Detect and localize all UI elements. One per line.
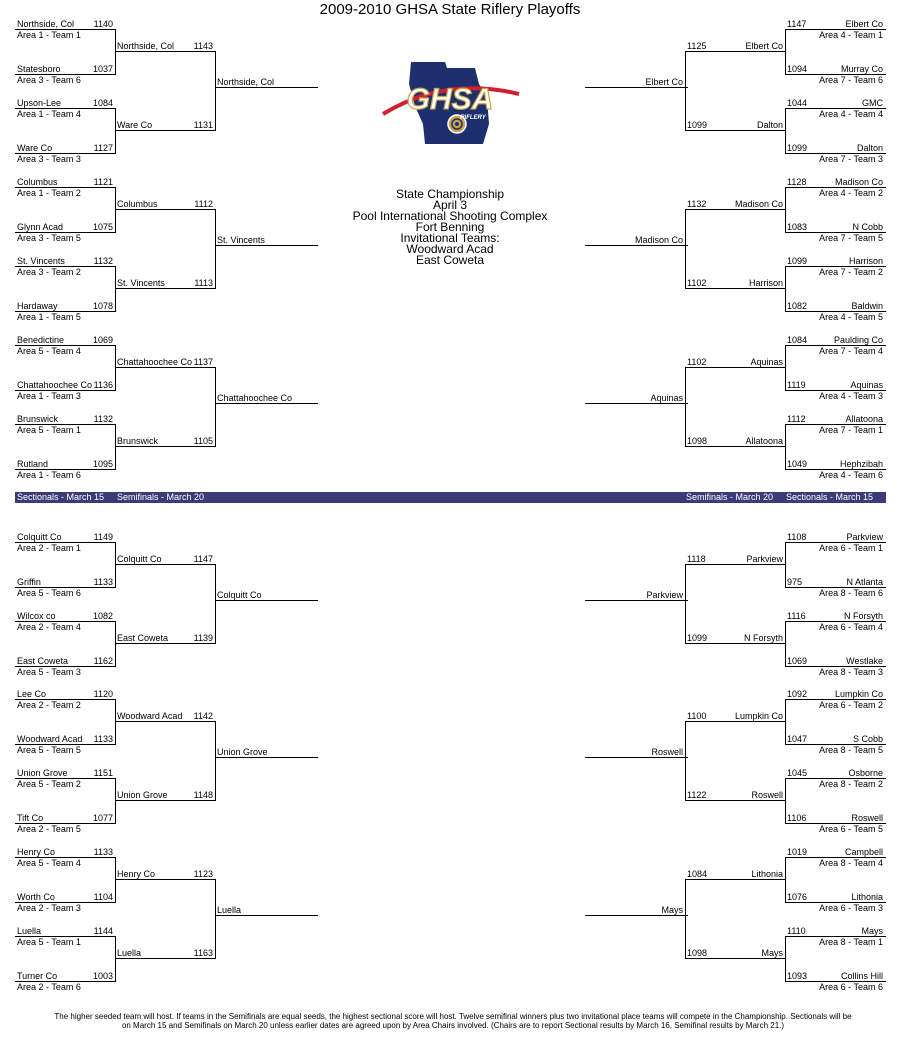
semifinal-line [685, 643, 786, 644]
sectionals-date-right: Sectionals - March 15 [786, 492, 874, 502]
semifinal-score: 1123 [193, 869, 213, 879]
team-score: 1127 [93, 143, 113, 153]
team-seed: Area 4 - Team 1 [819, 30, 883, 40]
team-score: 1084 [787, 335, 808, 345]
team-seed: Area 4 - Team 6 [819, 470, 883, 480]
team-score: 1044 [787, 98, 808, 108]
team-seed: Area 3 - Team 2 [17, 267, 81, 277]
bracket-winner-line [585, 87, 688, 88]
team-name: Osborne [848, 768, 883, 778]
pair-connector [785, 621, 786, 667]
team-seed: Area 5 - Team 4 [17, 346, 81, 356]
semifinal-team: Chattahoochee Co [117, 357, 193, 367]
semifinal-line [115, 800, 216, 801]
team-score: 1121 [93, 177, 113, 187]
semifinal-line [685, 130, 786, 131]
team-seed: Area 8 - Team 2 [819, 779, 883, 789]
pair-connector [115, 424, 116, 470]
team-seed: Area 6 - Team 4 [819, 622, 883, 632]
semifinal-line [685, 879, 786, 880]
semifinal-team: Mays [761, 948, 783, 958]
semifinal-score: 1084 [687, 869, 708, 879]
pair-connector [785, 266, 786, 312]
semifinal-team: Union Grove [117, 790, 168, 800]
team-score: 1083 [787, 222, 808, 232]
semifinal-score: 1098 [687, 436, 708, 446]
semifinal-team: Northside, Col [117, 41, 175, 51]
semifinal-team: Madison Co [734, 199, 783, 209]
semifinal-score: 1102 [687, 278, 707, 288]
team-name: Hephzibah [839, 459, 883, 469]
pair-connector [785, 936, 786, 982]
semifinal-score: 1099 [687, 633, 708, 643]
semifinal-score: 1163 [193, 948, 213, 958]
semifinal-line [115, 367, 216, 368]
footer-line: The higher seeded team will host. If teams in the Semifinals are equal seeds, the highest sectional score will host. Twelve semifinal winners plus two invitational place teams will compete in the Championship. Sectionals will be [54, 1012, 852, 1021]
team-seed: Area 7 - Team 1 [819, 425, 883, 435]
semifinal-score: 1131 [193, 120, 213, 130]
team-name: Paulding Co [833, 335, 883, 345]
team-score: 1078 [92, 301, 113, 311]
semifinal-score: 1118 [687, 554, 706, 564]
team-seed: Area 2 - Team 3 [17, 903, 81, 913]
team-name: Collins Hill [840, 971, 883, 981]
semifinal-connector [215, 879, 216, 959]
semifinal-team: Aquinas [750, 357, 783, 367]
semifinal-team: Luella [117, 948, 142, 958]
semifinal-connector [215, 51, 216, 131]
team-name: Rutland [17, 459, 49, 469]
championship-line: Invitational Teams: [400, 231, 500, 245]
team-score: 1077 [92, 813, 113, 823]
semifinal-team: Woodward Acad [117, 711, 183, 721]
footer-note [8, 1012, 898, 1030]
team-name: Union Grove [17, 768, 68, 778]
team-seed: Area 1 - Team 5 [17, 312, 81, 322]
pair-connector [785, 542, 786, 588]
team-score: 1136 [93, 380, 113, 390]
semifinal-team: Brunswick [117, 436, 159, 446]
team-seed: Area 5 - Team 6 [17, 588, 81, 598]
semifinal-line [685, 209, 786, 210]
team-score: 1045 [787, 768, 808, 778]
team-name: GMC [862, 98, 883, 108]
team-score: 1133 [93, 847, 113, 857]
pair-connector [115, 187, 116, 233]
semifinal-team: Elbert Co [745, 41, 783, 51]
team-score: 1069 [787, 656, 808, 666]
team-name: Luella [17, 926, 42, 936]
semifinal-score: 1132 [687, 199, 707, 209]
semifinal-line [685, 721, 786, 722]
bracket-winner-line [585, 403, 688, 404]
bracket-winner: St. Vincents [217, 235, 265, 245]
semifinal-line [685, 51, 786, 52]
pair-connector [115, 699, 116, 745]
semifinal-connector [685, 721, 686, 801]
team-seed: Area 4 - Team 4 [819, 109, 883, 119]
team-name: Tift Co [17, 813, 44, 823]
pair-connector [785, 29, 786, 75]
semifinal-score: 1142 [193, 711, 213, 721]
team-name: Allatoona [845, 414, 883, 424]
team-seed: Area 8 - Team 3 [819, 667, 883, 677]
footer-line: on March 15 and Semifinals on March 20 unless earlier dates are agreed upon by Area Chairs involved. (Chairs are to report Sectional results by March 16, Semifinal results by March 21.) [121, 1021, 785, 1030]
team-score: 1132 [93, 414, 113, 424]
semifinal-team: N Forsyth [743, 633, 783, 643]
semifinal-line [115, 209, 216, 210]
pair-connector [115, 621, 116, 667]
team-name: N Forsyth [843, 611, 883, 621]
semifinal-team: Colquitt Co [117, 554, 162, 564]
bracket-winner: Northside, Col [217, 77, 275, 87]
team-name: Elbert Co [845, 19, 883, 29]
team-score: 1104 [93, 892, 113, 902]
team-name: Lumpkin Co [834, 689, 883, 699]
team-name: Wilcox co [17, 611, 56, 621]
semifinal-score: 1112 [194, 199, 213, 209]
semifinal-line [115, 879, 216, 880]
team-seed: Area 7 - Team 6 [819, 75, 883, 85]
team-name: Upson-Lee [17, 98, 62, 108]
team-score: 1106 [787, 813, 807, 823]
team-name: Westlake [846, 656, 883, 666]
semifinal-connector [685, 879, 686, 959]
semifinal-team: St. Vincents [117, 278, 165, 288]
team-seed: Area 3 - Team 5 [17, 233, 81, 243]
semifinal-team: Columbus [117, 199, 158, 209]
semifinal-connector [685, 209, 686, 289]
team-score: 1162 [93, 656, 113, 666]
semifinal-line [115, 288, 216, 289]
semifinal-team: Parkview [746, 554, 783, 564]
team-seed: Area 4 - Team 2 [819, 188, 883, 198]
team-seed: Area 7 - Team 4 [819, 346, 883, 356]
semifinal-line [685, 564, 786, 565]
team-name: East Coweta [17, 656, 69, 666]
round-dates-band [15, 492, 886, 503]
team-seed: Area 5 - Team 1 [17, 937, 81, 947]
semifinal-team: Roswell [751, 790, 783, 800]
championship-line: Fort Benning [415, 220, 485, 234]
championship-line: East Coweta [415, 253, 485, 267]
team-seed: Area 4 - Team 5 [819, 312, 883, 322]
team-score: 1110 [787, 926, 806, 936]
team-score: 1069 [92, 335, 113, 345]
team-seed: Area 2 - Team 6 [17, 982, 81, 992]
team-score: 1116 [787, 611, 806, 621]
team-name: Statesboro [17, 64, 61, 74]
bracket-winner-line [215, 87, 318, 88]
team-name: Parkview [846, 532, 883, 542]
team-name: St. Vincents [17, 256, 65, 266]
team-seed: Area 2 - Team 2 [17, 700, 81, 710]
pair-connector [115, 778, 116, 824]
team-name: Lithonia [851, 892, 883, 902]
bracket-winner: Mays [661, 905, 683, 915]
bracket-winner: Parkview [646, 590, 683, 600]
championship-line: Woodward Acad [406, 242, 494, 256]
championship-line: April 3 [432, 198, 467, 212]
semifinal-line [115, 564, 216, 565]
semifinal-team: Ware Co [117, 120, 153, 130]
team-seed: Area 1 - Team 4 [17, 109, 81, 119]
team-name: Woodward Acad [17, 734, 83, 744]
team-score: 1049 [787, 459, 808, 469]
team-name: Turner Co [17, 971, 58, 981]
semifinal-line [115, 721, 216, 722]
team-seed: Area 1 - Team 6 [17, 470, 81, 480]
team-score: 1093 [787, 971, 808, 981]
team-name: S Cobb [852, 734, 883, 744]
team-score: 1132 [93, 256, 113, 266]
bracket-winner: Luella [217, 905, 242, 915]
team-seed: Area 3 - Team 3 [17, 154, 81, 164]
semifinal-team: Lumpkin Co [734, 711, 783, 721]
team-name: Murray Co [840, 64, 883, 74]
team-name: Hardaway [17, 301, 58, 311]
team-score: 1099 [787, 256, 808, 266]
championship-line: Pool International Shooting Complex [352, 209, 548, 223]
semifinal-line [115, 643, 216, 644]
semifinal-score: 1147 [193, 554, 213, 564]
team-name: Chattahoochee Co [17, 380, 93, 390]
team-seed: Area 3 - Team 6 [17, 75, 81, 85]
semifinal-line [685, 800, 786, 801]
pair-connector [785, 778, 786, 824]
team-seed: Area 4 - Team 3 [819, 391, 883, 401]
semifinal-connector [215, 367, 216, 447]
semifinal-team: Lithonia [751, 869, 783, 879]
team-seed: Area 5 - Team 5 [17, 745, 81, 755]
semifinal-score: 1100 [687, 711, 707, 721]
pair-connector [785, 345, 786, 391]
pair-connector [785, 699, 786, 745]
semifinals-date-right: Semifinals - March 20 [686, 492, 774, 502]
pair-connector [115, 266, 116, 312]
pair-connector [785, 187, 786, 233]
bracket-winner-line [585, 757, 688, 758]
semifinal-connector [215, 721, 216, 801]
team-name: Lee Co [17, 689, 47, 699]
team-seed: Area 7 - Team 2 [819, 267, 883, 277]
semifinal-score: 1125 [687, 41, 707, 51]
team-score: 1140 [93, 19, 113, 29]
semifinal-team: Allatoona [745, 436, 783, 446]
sectionals-date-left: Sectionals - March 15 [17, 492, 105, 502]
team-name: Mays [861, 926, 883, 936]
team-seed: Area 2 - Team 4 [17, 622, 81, 632]
team-name: Brunswick [17, 414, 59, 424]
bracket-winner-line [215, 600, 318, 601]
team-name: Benedictine [17, 335, 65, 345]
team-seed: Area 1 - Team 1 [17, 30, 81, 40]
team-name: Harrison [848, 256, 883, 266]
team-name: Ware Co [17, 143, 53, 153]
semifinal-line [115, 130, 216, 131]
semifinal-team: Dalton [756, 120, 783, 130]
pair-connector [115, 936, 116, 982]
bracket-winner: Madison Co [634, 235, 683, 245]
team-seed: Area 5 - Team 3 [17, 667, 81, 677]
page-title: 2009-2010 GHSA State Riflery Playoffs [319, 1, 581, 18]
semifinal-score: 1105 [193, 436, 213, 446]
team-score: 1084 [92, 98, 113, 108]
semifinal-line [115, 51, 216, 52]
bracket-winner: Roswell [651, 747, 683, 757]
team-seed: Area 8 - Team 1 [819, 937, 883, 947]
team-score: 1128 [787, 177, 807, 187]
team-seed: Area 8 - Team 5 [819, 745, 883, 755]
pair-connector [115, 542, 116, 588]
team-name: Worth Co [17, 892, 55, 902]
team-score: 1133 [93, 577, 113, 587]
team-seed: Area 1 - Team 2 [17, 188, 81, 198]
bracket-winner-line [585, 600, 688, 601]
pair-connector [785, 424, 786, 470]
semifinal-score: 1122 [687, 790, 707, 800]
bracket-winner-line [585, 915, 688, 916]
team-score: 1147 [787, 19, 807, 29]
semifinal-line [115, 958, 216, 959]
championship-info [320, 189, 580, 266]
team-score: 1082 [787, 301, 808, 311]
semifinal-line [115, 446, 216, 447]
team-seed: Area 7 - Team 5 [819, 233, 883, 243]
team-score: 1076 [787, 892, 808, 902]
team-score: 1082 [92, 611, 113, 621]
semifinal-line [685, 958, 786, 959]
team-score: 1144 [93, 926, 113, 936]
semifinal-connector [685, 367, 686, 447]
bracket-winner: Colquitt Co [217, 590, 262, 600]
logo-text: GHSA [406, 83, 494, 116]
team-seed: Area 6 - Team 1 [819, 543, 883, 553]
championship-line: State Championship [395, 187, 505, 201]
team-name: Griffin [17, 577, 41, 587]
semifinal-score: 1148 [193, 790, 213, 800]
team-score: 1112 [787, 414, 806, 424]
team-score: 1151 [93, 768, 113, 778]
semifinal-team: Harrison [748, 278, 783, 288]
team-score: 1019 [787, 847, 808, 857]
semifinals-date-left: Semifinals - March 20 [117, 492, 205, 502]
team-seed: Area 8 - Team 4 [819, 858, 883, 868]
team-seed: Area 7 - Team 3 [819, 154, 883, 164]
team-score: 975 [787, 577, 803, 587]
team-score: 1037 [92, 64, 113, 74]
bracket-winner-line [215, 403, 318, 404]
team-score: 1133 [93, 734, 113, 744]
team-score: 1094 [787, 64, 808, 74]
team-seed: Area 8 - Team 6 [819, 588, 883, 598]
team-name: Baldwin [851, 301, 883, 311]
team-name: Northside, Col [17, 19, 75, 29]
team-seed: Area 1 - Team 3 [17, 391, 81, 401]
team-score: 1108 [787, 532, 807, 542]
team-name: Aquinas [850, 380, 883, 390]
pair-connector [115, 857, 116, 903]
semifinal-line [685, 367, 786, 368]
team-name: Colquitt Co [17, 532, 62, 542]
semifinal-team: East Coweta [117, 633, 169, 643]
team-name: N Cobb [852, 222, 883, 232]
bracket-winner: Union Grove [217, 747, 268, 757]
team-score: 1119 [787, 380, 806, 390]
team-name: Dalton [856, 143, 883, 153]
team-name: Columbus [17, 177, 58, 187]
bracket-winner-line [215, 915, 318, 916]
team-name: N Atlanta [846, 577, 883, 587]
team-seed: Area 5 - Team 1 [17, 425, 81, 435]
team-name: Henry Co [17, 847, 56, 857]
team-name: Roswell [851, 813, 883, 823]
semifinal-score: 1099 [687, 120, 708, 130]
team-name: Glynn Acad [17, 222, 64, 232]
semifinal-score: 1139 [193, 633, 213, 643]
semifinal-connector [685, 564, 686, 644]
semifinal-score: 1113 [194, 278, 213, 288]
semifinal-score: 1098 [687, 948, 708, 958]
semifinal-connector [215, 564, 216, 644]
team-seed: Area 2 - Team 1 [17, 543, 81, 553]
team-score: 1075 [92, 222, 113, 232]
team-score: 1120 [93, 689, 113, 699]
bracket-winner-line [215, 245, 318, 246]
semifinal-connector [215, 209, 216, 289]
bracket-winner-line [215, 757, 318, 758]
team-seed: Area 2 - Team 5 [17, 824, 81, 834]
team-score: 1003 [92, 971, 113, 981]
team-seed: Area 6 - Team 2 [819, 700, 883, 710]
bracket-winner: Elbert Co [645, 77, 683, 87]
semifinal-connector [685, 51, 686, 131]
pair-connector [115, 108, 116, 154]
team-name: Madison Co [834, 177, 883, 187]
team-score: 1099 [787, 143, 808, 153]
semifinal-line [685, 288, 786, 289]
pair-connector [115, 29, 116, 75]
team-name: Campbell [844, 847, 883, 857]
bracket-winner: Chattahoochee Co [217, 393, 293, 403]
team-score: 1047 [787, 734, 808, 744]
pair-connector [115, 345, 116, 391]
team-seed: Area 6 - Team 5 [819, 824, 883, 834]
semifinal-score: 1102 [687, 357, 707, 367]
team-seed: Area 6 - Team 3 [819, 903, 883, 913]
team-seed: Area 5 - Team 4 [17, 858, 81, 868]
semifinal-line [685, 446, 786, 447]
bracket-winner-line [585, 245, 688, 246]
ghsa-riflery-logo [375, 54, 525, 148]
team-score: 1092 [787, 689, 808, 699]
semifinal-score: 1143 [193, 41, 213, 51]
team-score: 1149 [93, 532, 113, 542]
pair-connector [785, 857, 786, 903]
semifinal-score: 1137 [193, 357, 213, 367]
team-score: 1095 [92, 459, 113, 469]
pair-connector [785, 108, 786, 154]
logo-subtext: RIFLERY [460, 115, 486, 121]
semifinal-team: Henry Co [117, 869, 156, 879]
team-seed: Area 6 - Team 6 [819, 982, 883, 992]
bracket-winner: Aquinas [650, 393, 683, 403]
team-seed: Area 5 - Team 2 [17, 779, 81, 789]
